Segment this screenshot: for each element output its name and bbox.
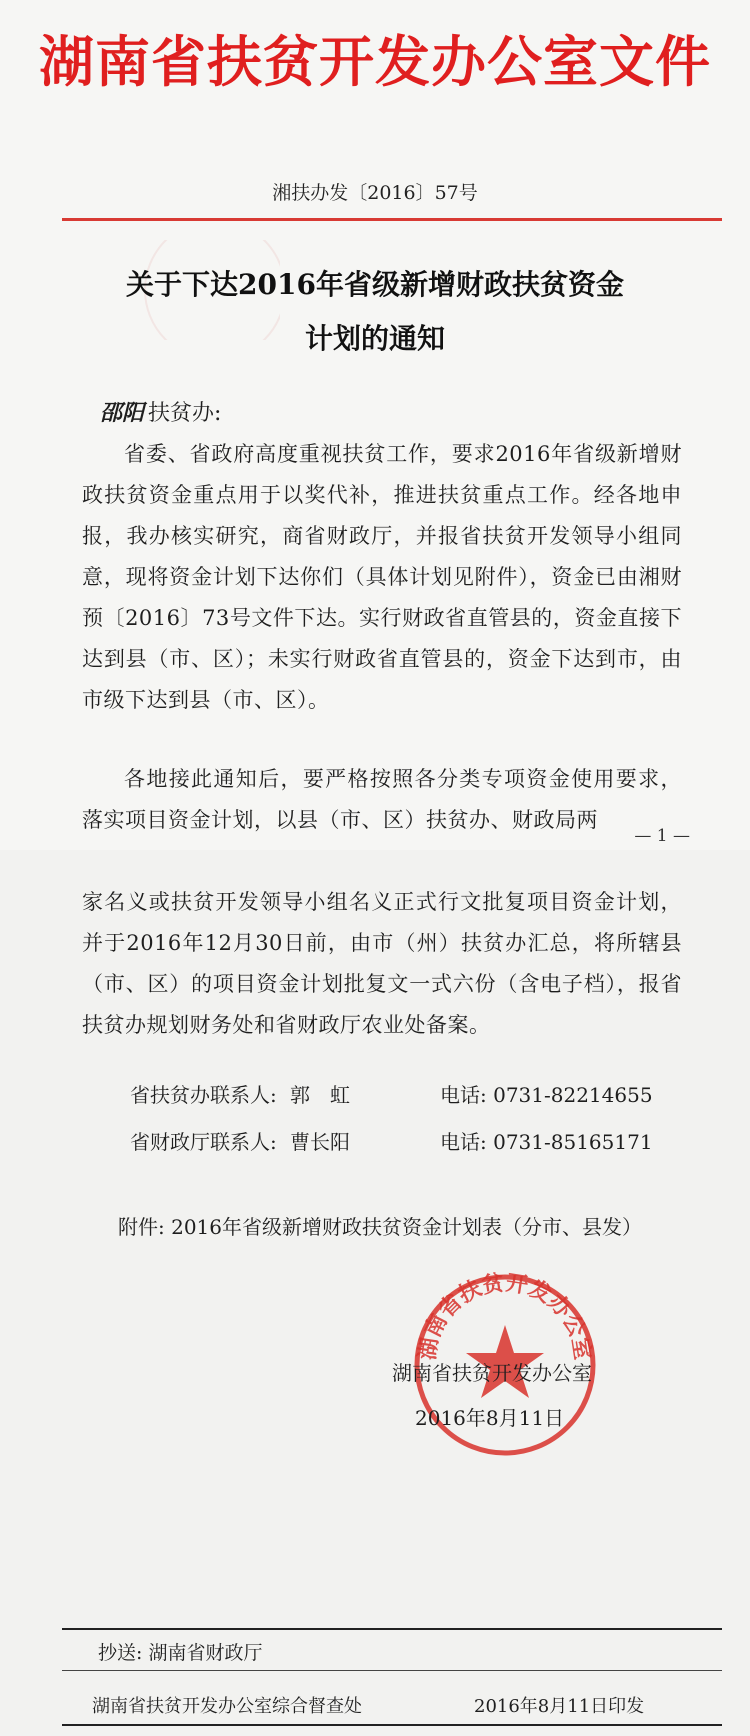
notice-title-line-1: 关于下达2016年省级新增财政扶贫资金 bbox=[126, 268, 624, 301]
document-number: 湘扶办发〔2016〕57号 bbox=[272, 182, 478, 204]
agency-header-title: 湖南省扶贫开发办公室文件 bbox=[38, 29, 711, 94]
notice-title bbox=[60, 258, 690, 366]
contact-phone: 电话: 0731-82214655 bbox=[440, 1083, 653, 1107]
print-date: 2016年8月11日印发 bbox=[474, 1696, 645, 1717]
paragraph-text: 各地接此通知后，要严格按照各分类专项资金使用要求，落实项目资金计划，以县（市、区）扶贫办、财政局两 bbox=[82, 767, 682, 832]
page-number: — 1 — bbox=[634, 826, 690, 846]
addressee bbox=[100, 396, 221, 427]
paragraph-text: 家名义或扶贫开发领导小组名义正式行文批复项目资金计划，并于2016年12月30日前，由市（州）扶贫办汇总，将所辖县（市、区）的项目资金计划批复文一式六份（含电子档），报省扶贫办规划财务处和省财政厅农业处备案。 bbox=[82, 890, 682, 1037]
contact-row bbox=[130, 1127, 653, 1157]
body-paragraph-2-start bbox=[82, 759, 682, 841]
cc-line: 抄送: 湖南省财政厅 bbox=[98, 1642, 263, 1664]
issuing-department: 湖南省扶贫开发办公室综合督查处 bbox=[92, 1696, 362, 1717]
red-divider bbox=[62, 218, 722, 221]
body-paragraph-1 bbox=[82, 434, 682, 721]
addressee-label: 扶贫办: bbox=[148, 401, 222, 426]
notice-title-line-2: 计划的通知 bbox=[304, 322, 445, 355]
contact-phone: 电话: 0731-85165171 bbox=[440, 1130, 653, 1154]
handwritten-addressee: 邵阳 bbox=[100, 400, 145, 426]
body-paragraph-2-continued bbox=[82, 882, 682, 1046]
paragraph-text: 省委、省政府高度重视扶贫工作，要求2016年省级新增财政扶贫资金重点用于以奖代补，推进扶贫重点工作。经各地申报，我办核实研究，商省财政厅，并报省扶贫开发领导小组同意，现将资金计划下达你们（具体计划见附件），资金已由湘财预〔2016〕73号文件下达。实行财政省直管县的，资金直接下达到县（市、区）；未实行财政省直管县的，资金下达到市，由市级下达到县（市、区）。 bbox=[82, 442, 682, 712]
contact-name: 郭 虹 bbox=[290, 1083, 350, 1107]
cc-bottom-rule bbox=[62, 1724, 722, 1726]
signing-date: 2016年8月11日 bbox=[415, 1406, 565, 1430]
cc-top-rule bbox=[62, 1628, 722, 1630]
signing-office: 湖南省扶贫开发办公室 bbox=[392, 1361, 592, 1385]
contact-label: 省财政厅联系人: bbox=[130, 1130, 277, 1154]
cc-mid-rule bbox=[62, 1670, 722, 1671]
contact-label: 省扶贫办联系人: bbox=[130, 1083, 277, 1107]
contact-name: 曹长阳 bbox=[290, 1130, 350, 1154]
seal-text: 湖南省扶贫开发办公室 bbox=[415, 1270, 595, 1362]
contact-row bbox=[130, 1080, 653, 1110]
attachment-note: 附件: 2016年省级新增财政扶贫资金计划表（分市、县发） bbox=[118, 1215, 642, 1239]
